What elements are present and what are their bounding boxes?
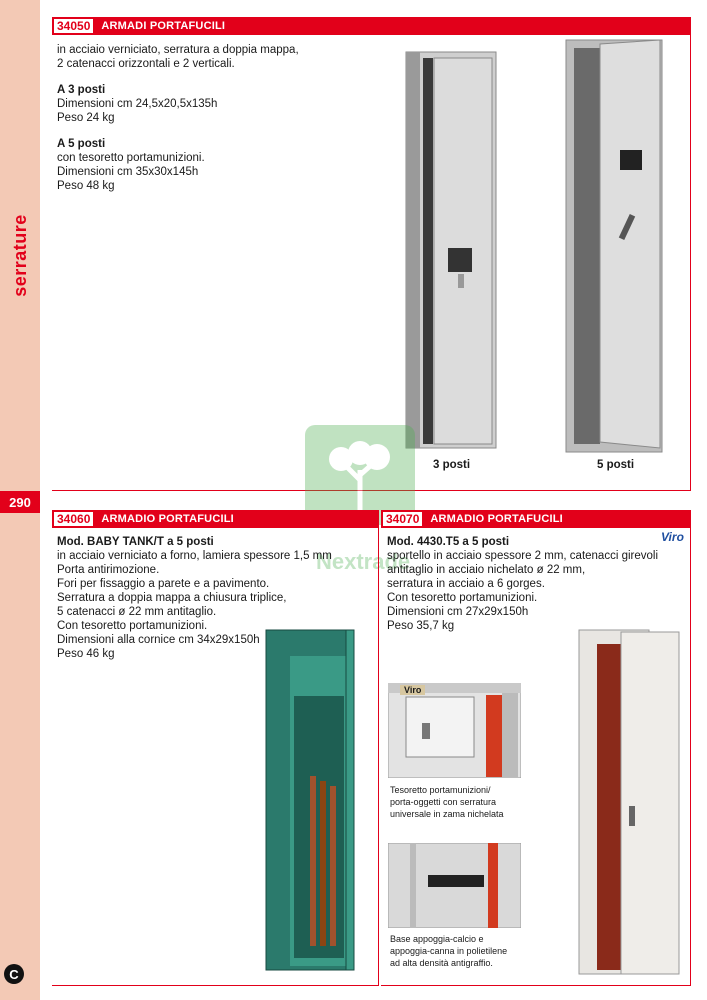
inset-brand-viro: Viro <box>400 685 425 695</box>
cabinet-baby-tank-image <box>262 626 362 976</box>
section-label: serrature <box>9 213 30 297</box>
publisher-logo: C <box>4 964 24 984</box>
desc-line: Porta antirimozione. <box>57 564 160 576</box>
brand-logo-viro: Viro <box>661 530 684 544</box>
desc-line: Con tesoretto portamunizioni. <box>57 620 208 632</box>
caption-base: Base appoggia-calcio e appoggia-canna in polietilene ad alta densità antigraffio. <box>390 934 508 968</box>
product-title: ARMADIO PORTAFUCILI <box>101 513 234 525</box>
desc-line: in acciaio verniciato a forno, lamiera spessore 1,5 mm <box>57 550 332 562</box>
inset-tesoretto-image <box>388 683 521 778</box>
desc-line: Dimensioni alla cornice cm 34x29x150h <box>57 634 260 646</box>
product-code: 34070 <box>383 512 422 526</box>
inset-base-image <box>388 843 521 928</box>
variant-line: Dimensioni cm 24,5x20,5x135h <box>57 98 218 110</box>
desc-line: antitaglio in acciaio nichelato ø 22 mm, <box>387 564 586 576</box>
caption-3-posti: 3 posti <box>433 459 471 471</box>
caption-tesoretto: Tesoretto portamunizioni/ porta-oggetti con serratura universale in zama nichelata <box>390 785 504 819</box>
desc-line: Peso 46 kg <box>57 648 115 660</box>
desc-line: serratura in acciaio a 6 gorges. <box>387 578 545 590</box>
desc-line: Peso 35,7 kg <box>387 620 455 632</box>
product-code: 34050 <box>54 19 93 33</box>
desc-line: 5 catenacci ø 22 mm antitaglio. <box>57 606 217 618</box>
product-description-34070 <box>387 535 658 633</box>
product-code: 34060 <box>54 512 93 526</box>
desc-line: Serratura a doppia mappa a chiusura triplice, <box>57 592 287 604</box>
product-header-34050 <box>52 17 691 35</box>
product-title: ARMADI PORTAFUCILI <box>101 20 226 32</box>
cabinet-4430-image <box>575 626 685 978</box>
model-name: Mod. 4430.T5 a 5 posti <box>387 536 510 548</box>
product-header-34060 <box>52 510 379 528</box>
desc-line: Con tesoretto portamunizioni. <box>387 592 538 604</box>
variant-line: con tesoretto portamunizioni. <box>57 152 205 164</box>
product-header-34070 <box>381 510 691 528</box>
desc-line: Fori per fissaggio a parete e a pavimento. <box>57 578 270 590</box>
desc-line: 2 catenacci orizzontali e 2 verticali. <box>57 58 235 70</box>
cabinet-3-posti-image <box>398 48 508 458</box>
variant-title: A 5 posti <box>57 138 106 150</box>
watermark-text: Nextrade <box>316 549 411 574</box>
desc-line: Dimensioni cm 27x29x150h <box>387 606 529 618</box>
product-description-34050 <box>57 43 299 193</box>
model-name: Mod. BABY TANK/T a 5 posti <box>57 536 214 548</box>
variant-title: A 3 posti <box>57 84 106 96</box>
desc-line: sportello in acciaio spessore 2 mm, catenacci girevoli <box>387 550 659 562</box>
caption-5-posti: 5 posti <box>597 459 635 471</box>
cabinet-5-posti-image <box>560 38 670 458</box>
variant-line: Dimensioni cm 35x30x145h <box>57 166 199 178</box>
variant-line: Peso 24 kg <box>57 112 115 124</box>
desc-line: in acciaio verniciato, serratura a doppia mappa, <box>57 44 299 56</box>
page-number: 290 <box>0 491 40 513</box>
variant-line: Peso 48 kg <box>57 180 115 192</box>
product-title: ARMADIO PORTAFUCILI <box>430 513 563 525</box>
